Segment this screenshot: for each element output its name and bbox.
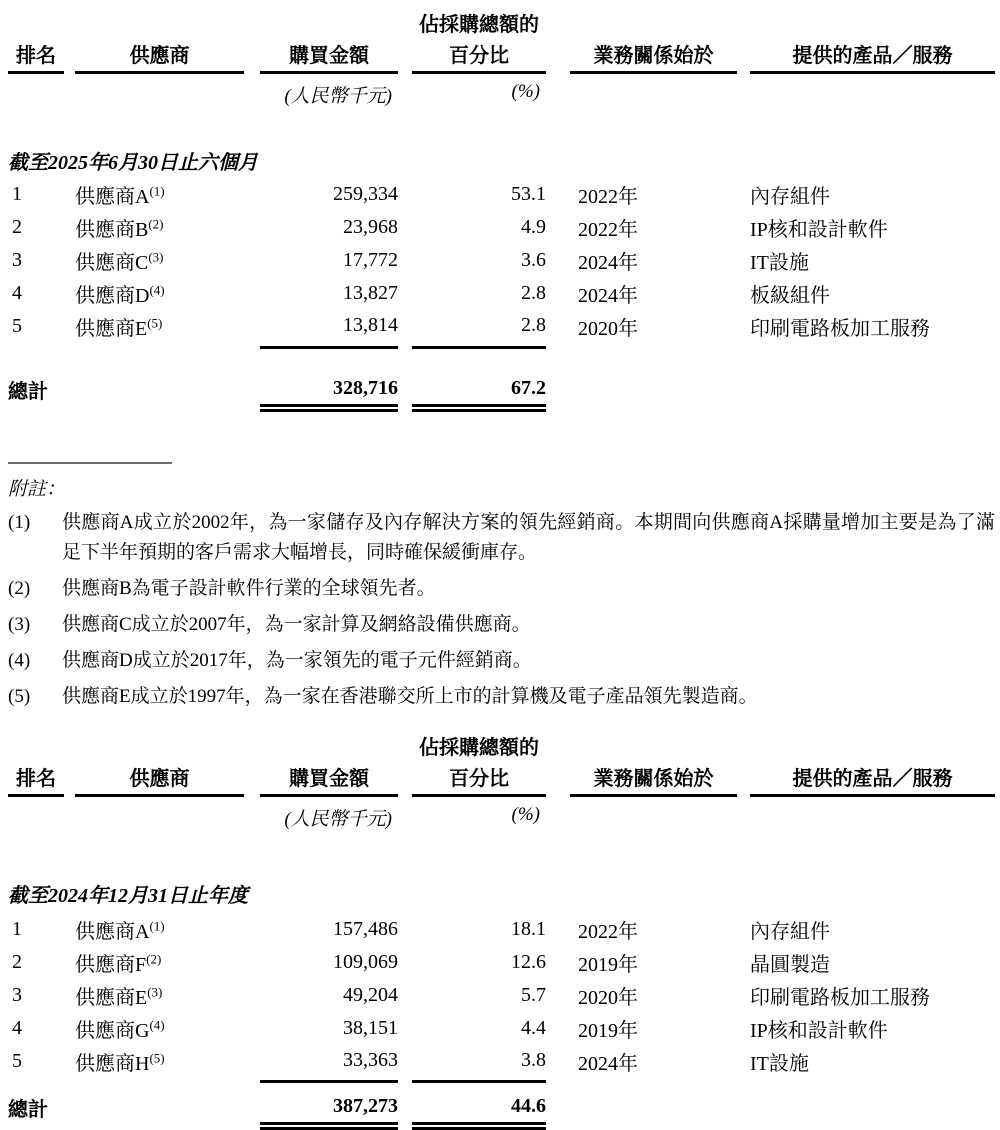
- supplier-name: 供應商H: [75, 1052, 150, 1075]
- percent-header: 百分比: [412, 762, 546, 796]
- since-header: 業務關係始於: [570, 39, 737, 73]
- rank-header: 排名: [8, 39, 64, 73]
- supplier-cell: [75, 211, 244, 244]
- supplier-cell: [75, 946, 244, 979]
- percent-cell: 18.1: [511, 917, 546, 940]
- supplier-cell: [75, 244, 244, 277]
- footnote-ref: (1): [149, 183, 165, 199]
- supplier-name: 供應商A: [75, 920, 150, 943]
- table-row: [8, 244, 995, 277]
- unit-row: [8, 73, 995, 109]
- total-percent: 44.6: [412, 1093, 546, 1126]
- rank-cell: 4: [12, 1016, 22, 1039]
- since-cell: 2024年: [578, 1052, 638, 1075]
- supplier-header: 供應商: [75, 39, 244, 73]
- percent-cell: 3.8: [412, 1045, 546, 1082]
- period-title-2025h1: 截至2025年6月30日止六個月: [8, 152, 258, 174]
- percent-cell: 2.8: [412, 310, 546, 347]
- amount-header: 購買金額: [260, 762, 398, 796]
- percent-cell: 53.1: [511, 183, 546, 205]
- footnote: [8, 646, 995, 676]
- amount-cell: 49,204: [343, 983, 398, 1006]
- supplier-name: 供應商E: [75, 986, 148, 1009]
- products-cell: 內存組件: [750, 186, 830, 208]
- rank-cell: 4: [12, 282, 22, 304]
- footnote-ref: (5): [149, 1049, 165, 1065]
- footnote-ref: (3): [147, 983, 163, 999]
- table-row: [8, 913, 995, 946]
- column-header-row: [8, 762, 995, 796]
- supplier-name: 供應商A: [75, 186, 150, 208]
- supplier-name: 供應商F: [75, 953, 147, 976]
- rank-cell: 1: [12, 917, 22, 940]
- amount-cell: 13,827: [343, 282, 398, 304]
- footnote-ref: (3): [148, 249, 164, 265]
- percent-cell: 4.4: [521, 1016, 546, 1039]
- amount-cell: 17,772: [343, 249, 398, 271]
- total-label: 總計: [8, 1099, 48, 1121]
- percent-cell: 2.8: [521, 282, 546, 304]
- amount-cell: 23,968: [343, 216, 398, 238]
- rank-cell: 5: [12, 315, 22, 337]
- table-row: [8, 979, 995, 1012]
- products-cell: 板級組件: [750, 285, 830, 307]
- footnote-number: (5): [8, 685, 31, 707]
- period-title-fy2024: 截至2024年12月31日止年度: [8, 884, 248, 907]
- since-cell: 2022年: [578, 219, 638, 241]
- products-cell: 內存組件: [750, 920, 830, 943]
- supplier-header: 供應商: [75, 762, 244, 796]
- amount-cell: 33,363: [260, 1045, 398, 1082]
- supplier-name: 供應商C: [75, 252, 149, 274]
- table-fy2024-rows: [8, 913, 995, 1084]
- products-cell: IT設施: [750, 1052, 809, 1075]
- percent-header: 百分比: [412, 39, 546, 73]
- supplier-cell: [75, 1045, 244, 1082]
- supplier-cell: [75, 913, 244, 946]
- footnote: [8, 574, 995, 604]
- rank-cell: 2: [12, 216, 22, 238]
- table-2025h1-header: [8, 8, 995, 108]
- supplier-cell: [75, 277, 244, 310]
- products-cell: 晶圓製造: [750, 953, 830, 976]
- supplier-cell: [75, 979, 244, 1012]
- notes-list: [8, 508, 995, 712]
- footnote-ref: (5): [147, 315, 163, 331]
- rank-header: 排名: [8, 762, 64, 796]
- footnote: [8, 682, 995, 712]
- total-amount: 387,273: [260, 1093, 398, 1126]
- footnote: [8, 610, 995, 640]
- footnote-ref: (1): [149, 917, 165, 933]
- supplier-name: 供應商D: [75, 285, 150, 307]
- since-cell: 2019年: [578, 953, 638, 976]
- products-cell: IP核和設計軟件: [750, 1019, 888, 1042]
- supplier-cell: [75, 1012, 244, 1045]
- unit-row: [8, 795, 995, 831]
- supplier-cell: [75, 178, 244, 211]
- footnote-number: (1): [8, 511, 31, 533]
- amount-cell: 259,334: [333, 183, 398, 205]
- products-cell: 印刷電路板加工服務: [750, 318, 930, 340]
- products-cell: IP核和設計軟件: [750, 219, 888, 241]
- amount-cell: 157,486: [333, 917, 398, 940]
- footnote-text: 供應商C成立於2007年，為一家計算及網絡設備供應商。: [62, 613, 531, 635]
- supplier-name: 供應商B: [75, 219, 149, 241]
- supplier-name: 供應商G: [75, 1019, 150, 1042]
- percent-header-line1: [8, 8, 995, 39]
- amount-unit: (人民幣千元): [284, 86, 392, 107]
- table-row: [8, 277, 995, 310]
- footnote-ref: (2): [148, 216, 164, 232]
- percent-cell: 12.6: [511, 950, 546, 973]
- percent-header-line1: [8, 731, 995, 762]
- percent-unit: (%): [511, 803, 540, 825]
- since-cell: 2022年: [578, 186, 638, 208]
- amount-unit: (人民幣千元): [284, 808, 392, 830]
- rank-cell: 1: [12, 183, 22, 205]
- footnote: [8, 508, 995, 568]
- supplier-name: 供應商E: [75, 318, 148, 340]
- percent-unit: (%): [511, 81, 540, 102]
- table-fy2024-total: [8, 1093, 995, 1130]
- products-cell: IT設施: [750, 252, 809, 274]
- percent-cell: 3.6: [521, 249, 546, 271]
- total-row: [8, 375, 995, 408]
- since-cell: 2024年: [578, 252, 638, 274]
- total-label: 總計: [8, 380, 48, 403]
- rank-cell: 3: [12, 249, 22, 271]
- footnote-number: (2): [8, 577, 31, 599]
- rank-cell: 5: [12, 1049, 22, 1072]
- footnote-text: 供應商A成立於2002年，為一家儲存及內存解決方案的領先經銷商。本期間向供應商A採購量增加主要是為了滿足下半年預期的客戶需求大幅增長，同時確保緩衝庫存。: [62, 511, 995, 563]
- percent-header-top: 佔採購總額的: [419, 736, 539, 759]
- rank-cell: 3: [12, 983, 22, 1006]
- table-row: [8, 946, 995, 979]
- since-cell: 2024年: [578, 285, 638, 307]
- amount-cell: 13,814: [260, 310, 398, 347]
- column-header-row: [8, 39, 995, 73]
- amount-header: 購買金額: [260, 39, 398, 73]
- total-amount: 328,716: [260, 375, 398, 408]
- supplier-cell: [75, 310, 244, 347]
- footnote-ref: (4): [149, 282, 165, 298]
- footnote-text: 供應商B為電子設計軟件行業的全球領先者。: [62, 577, 436, 599]
- since-cell: 2020年: [578, 986, 638, 1009]
- rank-cell: 2: [12, 950, 22, 973]
- amount-cell: 109,069: [333, 950, 398, 973]
- table-row: [8, 1045, 995, 1082]
- amount-cell: 38,151: [343, 1016, 398, 1039]
- table-row: [8, 178, 995, 211]
- table-row: [8, 310, 995, 347]
- since-header: 業務關係始於: [570, 762, 737, 796]
- products-header: 提供的產品／服務: [750, 762, 995, 796]
- products-cell: 印刷電路板加工服務: [750, 986, 930, 1009]
- footnote-number: (4): [8, 649, 31, 671]
- footnote-text: 供應商E成立於1997年，為一家在香港聯交所上市的計算機及電子產品領先製造商。: [62, 685, 758, 707]
- since-cell: 2019年: [578, 1019, 638, 1042]
- footnote-ref: (4): [149, 1016, 165, 1032]
- table-2025h1-total: [8, 375, 995, 412]
- footnote-ref: (2): [146, 950, 162, 966]
- total-percent: 67.2: [412, 375, 546, 408]
- since-cell: 2022年: [578, 920, 638, 943]
- since-cell: 2020年: [578, 318, 638, 340]
- footnote-text: 供應商D成立於2017年，為一家領先的電子元件經銷商。: [62, 649, 532, 671]
- products-header: 提供的產品／服務: [750, 39, 995, 73]
- notes-divider: [8, 462, 172, 464]
- percent-cell: 4.9: [521, 216, 546, 238]
- table-row: [8, 1012, 995, 1045]
- table-2025h1-rows: [8, 178, 995, 349]
- percent-cell: 5.7: [521, 983, 546, 1006]
- footnote-number: (3): [8, 613, 31, 635]
- table-row: [8, 211, 995, 244]
- total-row: [8, 1093, 995, 1126]
- percent-header-top: 佔採購總額的: [419, 14, 539, 36]
- table-fy2024-header: [8, 731, 995, 831]
- notes-title: 附註：: [8, 478, 66, 500]
